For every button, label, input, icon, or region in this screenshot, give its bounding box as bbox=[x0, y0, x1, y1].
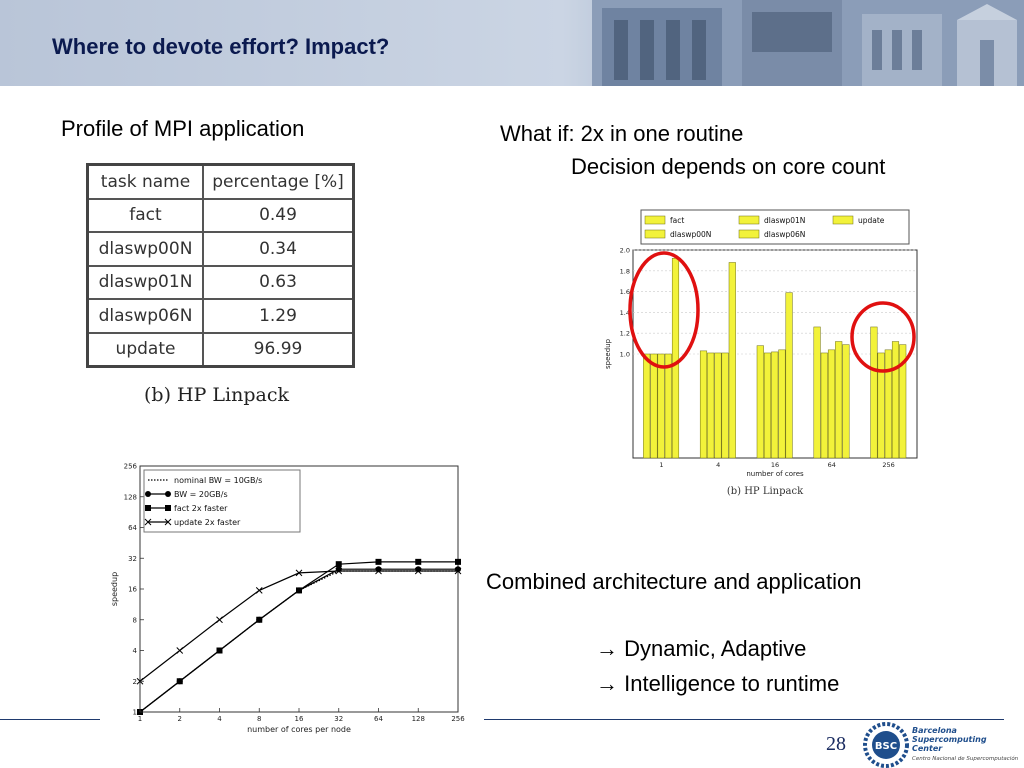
line-x-tick-label: 1 bbox=[137, 715, 143, 723]
profile-heading: Profile of MPI application bbox=[61, 116, 305, 141]
bar-dlaswp01N bbox=[885, 350, 892, 458]
line-x-tick-label: 256 bbox=[451, 715, 465, 723]
page-number: 28 bbox=[826, 733, 846, 755]
line-y-tick-label: 8 bbox=[132, 616, 137, 625]
arrow-icon: → bbox=[596, 636, 618, 661]
line-y-tick-label: 128 bbox=[123, 493, 137, 502]
table-row bbox=[88, 232, 354, 266]
decision-heading: Decision depends on core count bbox=[571, 154, 886, 179]
table-cell-percentage: 0.34 bbox=[203, 232, 354, 266]
table-cell-task: dlaswp06N bbox=[88, 299, 204, 333]
bar-legend-label: dlaswp06N bbox=[764, 230, 806, 239]
line-legend-label: fact 2x faster bbox=[174, 504, 228, 513]
bsc-subtitle: Centro Nacional de Supercomputación bbox=[912, 756, 1019, 762]
footer-divider-right bbox=[484, 719, 1004, 720]
bar-y-tick-label: 1.4 bbox=[619, 308, 630, 317]
line-y-tick-label: 256 bbox=[123, 462, 137, 471]
line-legend-label: update 2x faster bbox=[174, 518, 241, 527]
table-cell-task: fact bbox=[88, 199, 204, 233]
line-x-tick-label: 32 bbox=[334, 715, 344, 723]
bar-dlaswp00N bbox=[878, 353, 885, 458]
bar-x-ticks bbox=[659, 461, 894, 469]
bar-dlaswp01N bbox=[658, 354, 665, 458]
bar-x-tick-label: 16 bbox=[770, 461, 780, 469]
bar-y-tick-label: 2.0 bbox=[619, 246, 630, 255]
table-header-row bbox=[88, 165, 354, 199]
line-point bbox=[455, 559, 461, 565]
line-y-axis-label: speedup bbox=[110, 571, 119, 607]
table-cell-task: dlaswp01N bbox=[88, 266, 204, 300]
bsc-name-line2: Supercomputing bbox=[912, 735, 987, 744]
bar-dlaswp06N bbox=[665, 354, 672, 458]
bullet-intelligence bbox=[596, 671, 839, 697]
bar-x-tick-label: 64 bbox=[827, 461, 836, 469]
line-y-tick-label: 32 bbox=[128, 554, 137, 563]
bar-dlaswp00N bbox=[821, 353, 828, 458]
line-y-tick-label: 64 bbox=[128, 524, 137, 532]
line-y-tick-label: 2 bbox=[132, 677, 137, 686]
table-cell-task: update bbox=[88, 333, 204, 367]
line-x-tick-label: 2 bbox=[177, 715, 182, 723]
line-point bbox=[296, 587, 302, 593]
bar-fact bbox=[814, 327, 821, 458]
bar-fact bbox=[757, 346, 764, 458]
line-legend-marker bbox=[145, 505, 151, 511]
line-x-axis-label: number of cores per node bbox=[247, 725, 351, 734]
bar-y-tick-label: 1.8 bbox=[619, 267, 630, 276]
bar-dlaswp00N bbox=[764, 353, 771, 458]
bar-dlaswp06N bbox=[892, 342, 899, 458]
slide-title: Where to devote effort? Impact? bbox=[52, 34, 390, 59]
line-point bbox=[376, 559, 382, 565]
combined-heading: Combined architecture and application bbox=[486, 569, 862, 594]
bsc-name-line1: Barcelona bbox=[912, 726, 957, 735]
line-legend-marker bbox=[165, 505, 171, 511]
bar-legend-label: dlaswp00N bbox=[670, 230, 712, 239]
bar-y-tick-label: 1.6 bbox=[619, 288, 630, 297]
bar-legend-swatch bbox=[645, 216, 665, 224]
bar-update bbox=[729, 262, 736, 458]
bar-y-tick-label: 1.0 bbox=[619, 350, 630, 359]
line-y-tick-label: 16 bbox=[128, 585, 137, 594]
footer-divider-left bbox=[0, 719, 100, 720]
bar-update bbox=[672, 258, 679, 458]
table-header-percentage: percentage [%] bbox=[203, 165, 354, 199]
line-x-tick-label: 128 bbox=[411, 715, 425, 723]
line-x-tick-label: 4 bbox=[217, 715, 222, 723]
line-point bbox=[336, 561, 342, 567]
bar-legend-label: fact bbox=[670, 216, 685, 225]
line-point bbox=[256, 617, 262, 623]
bar-legend-label: dlaswp01N bbox=[764, 216, 806, 225]
profile-table bbox=[86, 163, 355, 368]
table-caption: (b) HP Linpack bbox=[144, 384, 289, 406]
bar-dlaswp00N bbox=[651, 354, 658, 458]
bar-x-axis-label: number of cores bbox=[746, 470, 804, 478]
bsc-name-line3: Center bbox=[912, 744, 943, 753]
bar-chart-caption: (b) HP Linpack bbox=[726, 486, 804, 497]
speedup-line-chart bbox=[108, 458, 484, 738]
table-cell-task: dlaswp00N bbox=[88, 232, 204, 266]
bar-dlaswp01N bbox=[715, 353, 722, 458]
line-x-tick-label: 64 bbox=[374, 715, 383, 723]
bar-dlaswp06N bbox=[722, 353, 729, 458]
line-legend-label: nominal BW = 10GB/s bbox=[174, 476, 263, 485]
line-x-tick-label: 8 bbox=[257, 715, 262, 723]
bar-legend-swatch bbox=[739, 230, 759, 238]
table-cell-percentage: 0.49 bbox=[203, 199, 354, 233]
bar-fact bbox=[700, 351, 707, 458]
bar-x-tick-label: 1 bbox=[659, 461, 664, 469]
bar-dlaswp01N bbox=[771, 352, 778, 458]
bar-dlaswp01N bbox=[828, 350, 835, 458]
bar-legend-label: update bbox=[858, 216, 885, 225]
bar-update bbox=[786, 293, 793, 458]
line-legend-marker bbox=[165, 491, 171, 497]
bar-legend-swatch bbox=[833, 216, 853, 224]
speedup-bar-chart bbox=[595, 200, 935, 500]
bar-fact bbox=[871, 327, 878, 458]
bullet-dynamic-text: Dynamic, Adaptive bbox=[624, 636, 807, 661]
table-row bbox=[88, 333, 354, 367]
bar-y-tick-label: 1.2 bbox=[619, 329, 630, 338]
table-row bbox=[88, 266, 354, 300]
slide-header bbox=[0, 0, 1024, 86]
arrow-icon: → bbox=[596, 671, 618, 696]
bsc-logo-badge-text: BSC bbox=[874, 741, 898, 752]
bar-x-tick-label: 256 bbox=[882, 461, 895, 469]
bullet-intelligence-text: Intelligence to runtime bbox=[624, 671, 840, 696]
bullet-dynamic bbox=[596, 636, 806, 662]
bar-y-axis-label: speedup bbox=[604, 338, 612, 370]
line-legend-marker bbox=[145, 491, 151, 497]
bsc-logo bbox=[862, 722, 1022, 768]
table-cell-percentage: 96.99 bbox=[203, 333, 354, 367]
line-y-tick-label: 4 bbox=[132, 647, 137, 655]
table-header-task: task name bbox=[88, 165, 204, 199]
bar-y-ticks bbox=[620, 247, 630, 359]
table-row bbox=[88, 299, 354, 333]
line-point bbox=[217, 648, 223, 654]
line-point bbox=[415, 559, 421, 565]
bar-dlaswp06N bbox=[835, 342, 842, 458]
bar-legend-swatch bbox=[739, 216, 759, 224]
table-cell-percentage: 1.29 bbox=[203, 299, 354, 333]
line-point bbox=[177, 678, 183, 684]
bar-dlaswp06N bbox=[779, 350, 786, 458]
bar-fact bbox=[643, 354, 650, 458]
line-y-tick-label: 1 bbox=[132, 708, 137, 717]
whatif-heading: What if: 2x in one routine bbox=[500, 121, 744, 146]
bar-update bbox=[843, 345, 850, 458]
bar-legend-swatch bbox=[645, 230, 665, 238]
bar-dlaswp00N bbox=[707, 353, 714, 458]
header-building-photo bbox=[592, 0, 1024, 86]
table-row bbox=[88, 199, 354, 233]
bar-x-tick-label: 4 bbox=[716, 461, 721, 469]
table-cell-percentage: 0.63 bbox=[203, 266, 354, 300]
line-x-tick-label: 16 bbox=[294, 715, 304, 723]
line-legend-label: BW = 20GB/s bbox=[174, 490, 228, 499]
